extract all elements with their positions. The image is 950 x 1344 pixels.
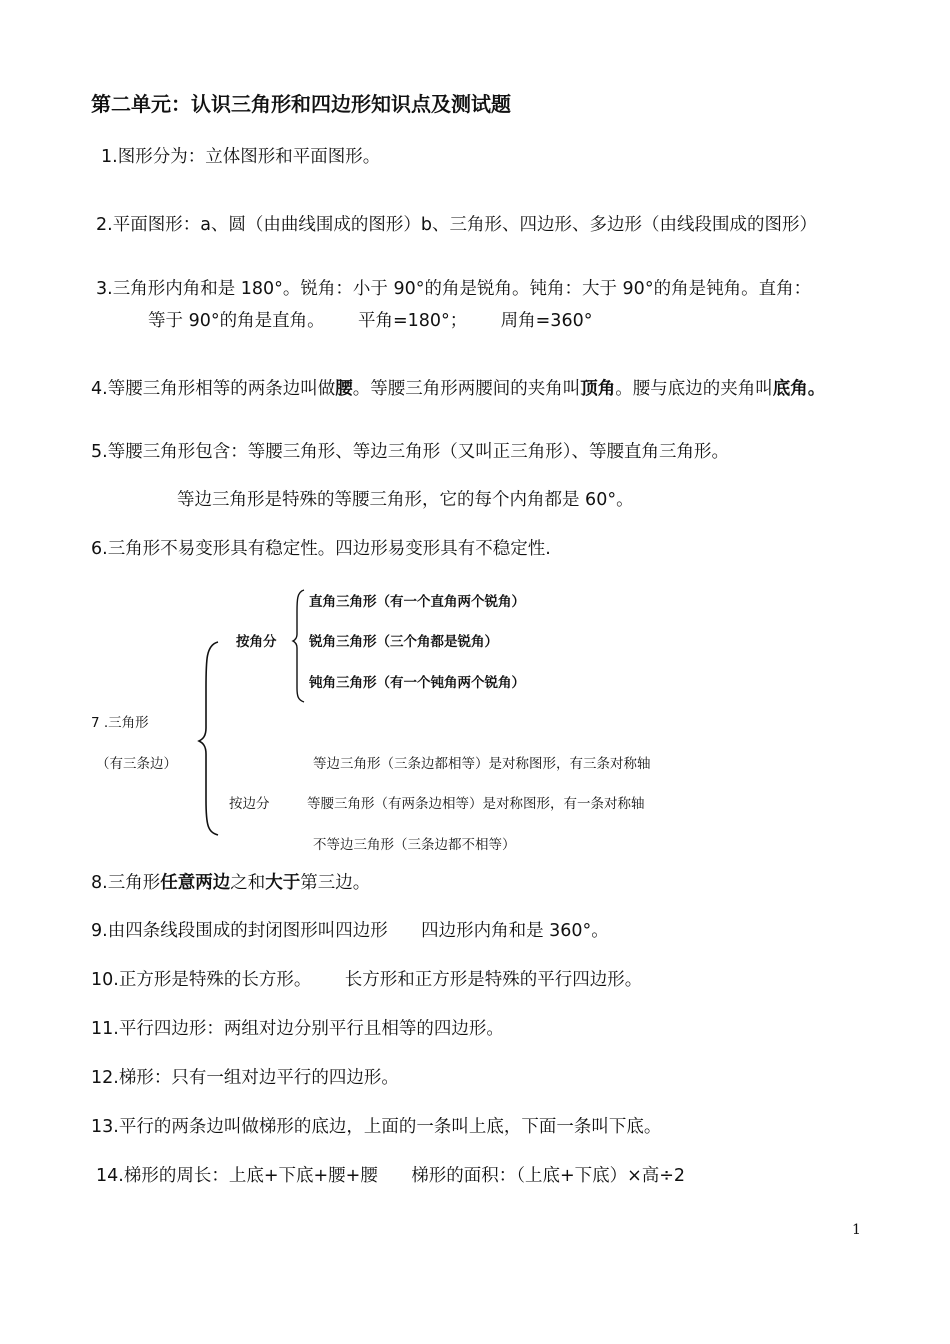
item-9: 9.由四条线段围成的封闭图形叫四边形 四边形内角和是 360°。 <box>91 921 609 941</box>
item-6: 6.三角形不易变形具有稳定性。四边形易变形具有不稳定性. <box>91 539 551 559</box>
term-greater-than: 大于 <box>265 873 301 893</box>
isosceles-triangle-item: 等腰三角形（有两条边相等）是对称图形，有一条对称轴 <box>307 796 645 812</box>
item-4-text-1: 4.等腰三角形相等的两条边叫做 <box>91 378 336 399</box>
term-apex-angle: 顶角 <box>580 378 616 399</box>
term-any-two-sides: 任意两边 <box>160 873 231 893</box>
item-8-text-1: 8.三角形 <box>91 873 161 893</box>
by-side-label: 按边分 <box>229 796 270 812</box>
item-13: 13.平行的两条边叫做梯形的底边，上面的一条叫上底，下面一条叫下底。 <box>91 1117 662 1137</box>
page-number: 1 <box>852 1222 861 1238</box>
item-3-line-1: 3.三角形内角和是 180°。锐角：小于 90°的角是锐角。钝角：大于 90°的角是钝角。直角： <box>96 279 812 299</box>
document-title: 第二单元：认识三角形和四边形知识点及测试题 <box>91 92 511 116</box>
term-waist: 腰 <box>335 378 353 399</box>
item-10: 10.正方形是特殊的长方形。 长方形和正方形是特殊的平行四边形。 <box>91 970 643 990</box>
diagram-root-label: 7 .三角形 <box>91 715 149 731</box>
by-angle-label: 按角分 <box>236 634 277 650</box>
item-4-text-4: 。 <box>807 378 826 399</box>
item-14: 14.梯形的周长：上底+下底+腰+腰 梯形的面积：（上底+下底）×高÷2 <box>96 1166 686 1186</box>
item-11: 11.平行四边形：两组对边分别平行且相等的四边形。 <box>91 1019 504 1039</box>
acute-triangle-item: 锐角三角形（三个角都是锐角） <box>309 634 498 650</box>
item-4-text-3: 。腰与底边的夹角叫 <box>615 378 773 399</box>
angle-brace <box>293 590 304 702</box>
big-brace <box>199 642 218 835</box>
term-base-angle: 底角 <box>772 378 808 399</box>
scalene-triangle-item: 不等边三角形（三条边都不相等） <box>313 837 516 853</box>
item-8 <box>91 867 370 899</box>
obtuse-triangle-item: 钝角三角形（有一个钝角两个锐角） <box>309 675 525 691</box>
diagram-root-note: （有三条边） <box>96 756 177 772</box>
item-2: 2.平面图形：a、圆（由曲线围成的图形）b、三角形、四边形、多边形（由线段围成的图形） <box>96 214 818 235</box>
equilateral-triangle-item: 等边三角形（三条边都相等）是对称图形，有三条对称轴 <box>313 756 651 772</box>
item-5-line-2: 等边三角形是特殊的等腰三角形，它的每个内角都是 60°。 <box>177 490 634 510</box>
item-12: 12.梯形：只有一组对边平行的四边形。 <box>91 1068 399 1088</box>
item-8-text-2: 之和 <box>230 873 266 893</box>
item-4-text-2: 。等腰三角形两腰间的夹角叫 <box>352 378 581 399</box>
item-1: 1.图形分为：立体图形和平面图形。 <box>101 147 381 167</box>
item-3-line-2: 等于 90°的角是直角。 平角=180°； 周角=360° <box>148 311 593 331</box>
item-5-line-1: 5.等腰三角形包含：等腰三角形、等边三角形（又叫正三角形）、等腰直角三角形。 <box>91 442 729 462</box>
right-triangle-item: 直角三角形（有一个直角两个锐角） <box>309 594 525 610</box>
item-8-text-3: 第三边。 <box>300 873 371 893</box>
